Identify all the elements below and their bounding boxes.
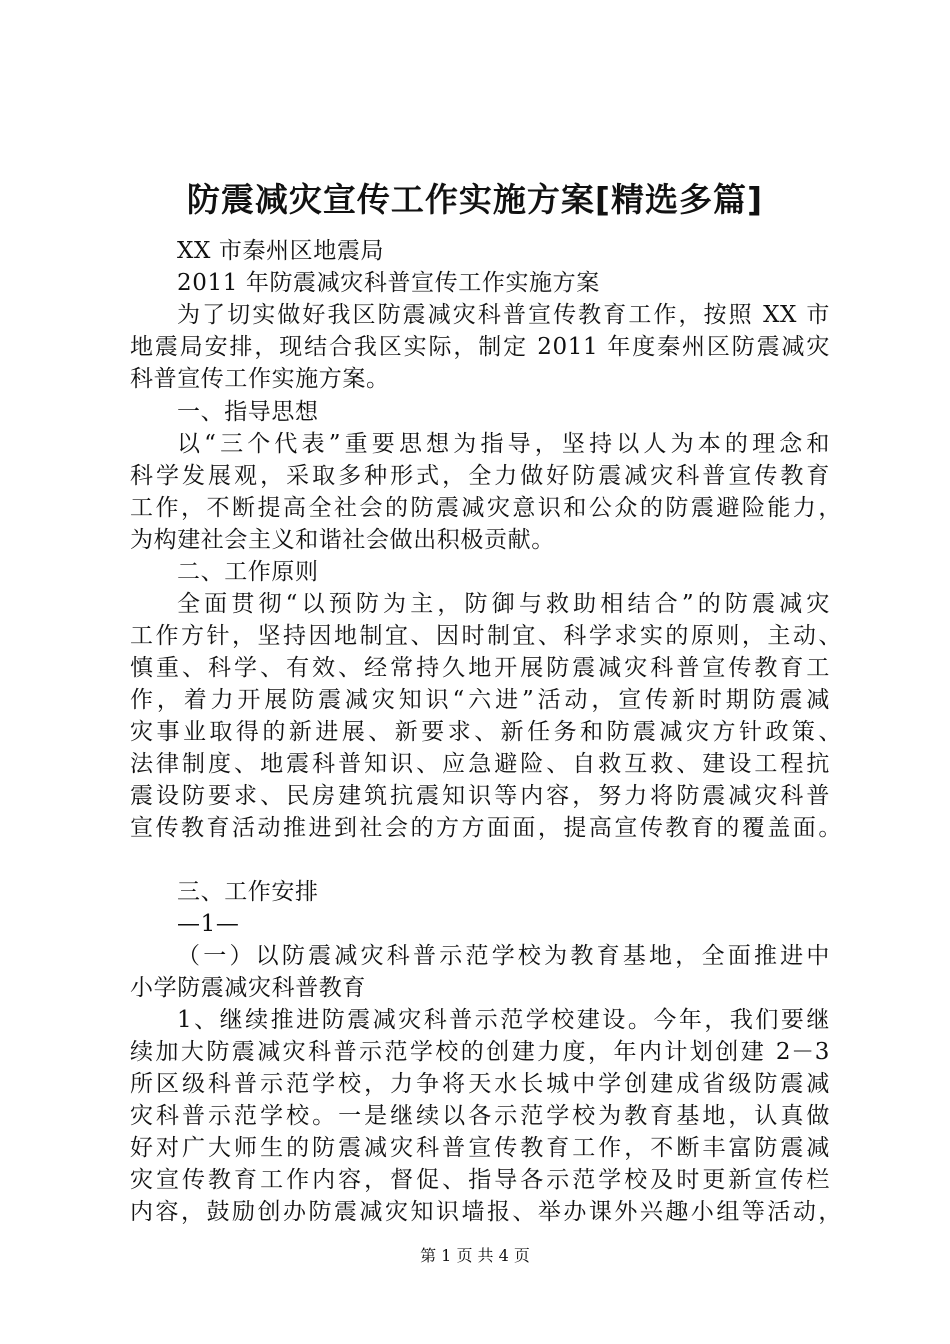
paragraph-line: 法律制度、地震科普知识、应急避险、自救互救、建设工程抗 bbox=[130, 751, 830, 777]
paragraph-line: 全面贯彻“以预防为主，防御与救助相结合”的防震减灾 bbox=[177, 591, 830, 617]
paragraph-line: 好对广大师生的防震减灾科普宣传教育工作，不断丰富防震减 bbox=[130, 1135, 830, 1161]
paragraph-line: 宣传教育活动推进到社会的方方面面，提高宣传教育的覆盖面。 bbox=[130, 815, 842, 841]
paragraph-line: 慎重、科学、有效、经常持久地开展防震减灾科普宣传教育工 bbox=[130, 655, 830, 681]
paragraph-line: 灾事业取得的新进展、新要求、新任务和防震减灾方针政策、 bbox=[130, 719, 842, 745]
paragraph-line: 所区级科普示范学校，力争将天水长城中学创建成省级防震减 bbox=[130, 1071, 830, 1097]
subtitle-line: 2011 年防震减灾科普宣传工作实施方案 bbox=[177, 270, 600, 296]
paragraph-line: 以“三个代表”重要思想为指导，坚持以人为本的理念和 bbox=[177, 431, 830, 457]
paragraph-line: 为构建社会主义和谐社会做出积极贡献。 bbox=[130, 527, 555, 553]
paragraph-line: 作，着力开展防震减灾知识“六进”活动，宣传新时期防震减 bbox=[130, 687, 830, 713]
section-heading: 三、工作安排 bbox=[177, 879, 319, 905]
paragraph-line: 科普宣传工作实施方案。 bbox=[130, 366, 390, 392]
section-heading: 一、指导思想 bbox=[177, 399, 319, 425]
paragraph-line: 1、继续推进防震减灾科普示范学校建设。今年，我们要继 bbox=[177, 1007, 830, 1033]
section-heading: 二、工作原则 bbox=[177, 559, 319, 585]
paragraph-line: 灾科普示范学校。一是继续以各示范学校为教育基地，认真做 bbox=[130, 1103, 830, 1129]
paragraph-line: 为了切实做好我区防震减灾科普宣传教育工作，按照 XX 市 bbox=[177, 302, 830, 328]
page-footer: 第 1 页 共 4 页 bbox=[420, 1246, 530, 1265]
paragraph-line: 工作方针，坚持因地制宜、因时制宜、科学求实的原则，主动、 bbox=[130, 623, 842, 649]
paragraph-line: 小学防震减灾科普教育 bbox=[130, 975, 366, 1001]
paragraph-line: 续加大防震减灾科普示范学校的创建力度，年内计划创建 2－3 bbox=[130, 1039, 830, 1065]
paragraph-line: 内容，鼓励创办防震减灾知识墙报、举办课外兴趣小组等活动， bbox=[130, 1199, 842, 1225]
paragraph-line: 地震局安排，现结合我区实际，制定 2011 年度秦州区防震减灾 bbox=[130, 334, 830, 360]
paragraph-line: （一）以防震减灾科普示范学校为教育基地，全面推进中 bbox=[177, 943, 830, 969]
page-marker: —1— bbox=[177, 911, 240, 937]
paragraph-line: 震设防要求、民房建筑抗震知识等内容，努力将防震减灾科普 bbox=[130, 783, 830, 809]
paragraph-line: 灾宣传教育工作内容，督促、指导各示范学校及时更新宣传栏 bbox=[130, 1167, 830, 1193]
issuer-line: XX 市秦州区地震局 bbox=[177, 238, 385, 264]
paragraph-line: 科学发展观，采取多种形式，全力做好防震减灾科普宣传教育 bbox=[130, 463, 830, 489]
document-title: 防震减灾宣传工作实施方案[精选多篇] bbox=[186, 180, 764, 219]
paragraph-line: 工作，不断提高全社会的防震减灾意识和公众的防震避险能力， bbox=[130, 495, 842, 521]
